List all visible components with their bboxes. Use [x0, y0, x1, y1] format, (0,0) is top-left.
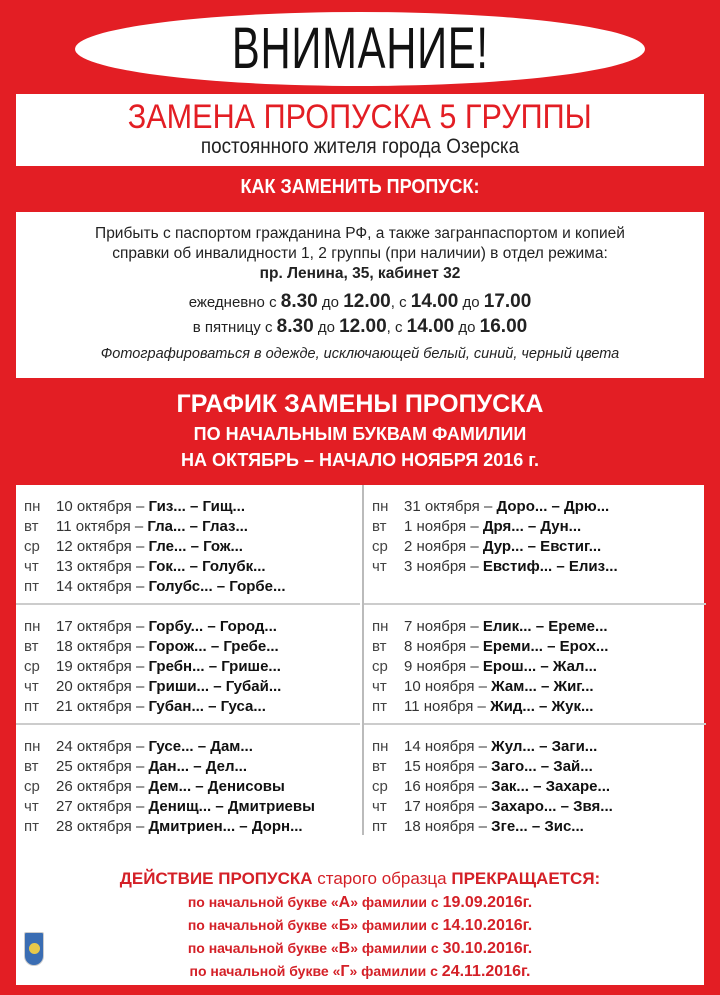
schedule-row [372, 517, 706, 537]
date: 3 ноября – [404, 558, 479, 575]
date: 14 ноября – [404, 738, 487, 755]
schedule-row [372, 637, 706, 657]
sub-heading: постоянного жителя города Озерска [200, 134, 520, 158]
surname-range: Заго... – Зай... [491, 758, 593, 775]
surname-range: Доро... – Дрю... [496, 498, 610, 515]
surname-range: Губан... – Гуса... [148, 698, 266, 715]
weekday: чт [372, 678, 387, 695]
schedule-row [372, 797, 706, 817]
instr-line2: справки об инвалидности 1, 2 группы (при наличии) в отдел режима: [112, 245, 608, 262]
schedule-row [372, 757, 706, 777]
surname-range: Дем... – Денисовы [148, 778, 285, 795]
surname-range: Жид... – Жук... [490, 698, 594, 715]
weekday: пт [24, 578, 39, 595]
weekday: вт [24, 638, 39, 655]
date: 13 октября – [56, 558, 145, 575]
weekday: пт [372, 818, 387, 835]
expiry-line: по начальной букве «Г» фамилии с 24.11.2016г. [189, 963, 531, 980]
date: 8 ноября – [404, 638, 479, 655]
date: 7 ноября – [404, 618, 479, 635]
instructions-box [16, 212, 704, 378]
schedule-week [16, 605, 360, 725]
date: 17 октября – [56, 618, 145, 635]
weekday: вт [372, 638, 387, 655]
date: 14 октября – [56, 578, 145, 595]
date: 10 октября – [56, 498, 145, 515]
weekday: чт [372, 798, 387, 815]
weekday: ср [372, 658, 388, 675]
date: 11 октября – [56, 518, 144, 535]
surname-range: Елик... – Ереме... [482, 618, 608, 635]
weekday: пт [372, 698, 387, 715]
date: 28 октября – [56, 818, 145, 835]
schedule-row [24, 677, 360, 697]
attention-banner [75, 12, 645, 86]
surname-range: Гриши... – Губай... [148, 678, 282, 695]
weekday: пт [24, 698, 39, 715]
date: 31 октября – [404, 498, 493, 515]
date: 17 ноября – [404, 798, 487, 815]
schedule-week [16, 725, 360, 845]
date: 18 октября – [56, 638, 145, 655]
schedule-row [372, 677, 706, 697]
weekday: ср [24, 538, 40, 555]
schedule-row [24, 757, 360, 777]
surname-range: Гок... – Голубк... [148, 558, 266, 575]
schedule-row [24, 797, 360, 817]
header-box [16, 94, 704, 166]
photo-note: Фотографироваться в одежде, исключающей белый, синий, черный цвета [100, 346, 620, 362]
date: 24 октября – [56, 738, 145, 755]
surname-range: Жам... – Жиг... [491, 678, 594, 695]
date: 11 ноября – [404, 698, 486, 715]
surname-range: Гла... – Глаз... [147, 518, 248, 535]
schedule-week [16, 485, 360, 605]
surname-range: Гусе... – Дам... [148, 738, 253, 755]
date: 25 октября – [56, 758, 145, 775]
surname-range: Дан... – Дел... [148, 758, 248, 775]
surname-range: Зге... – Зис... [491, 818, 584, 835]
surname-range: Денищ... – Дмитриевы [148, 798, 315, 815]
weekday: чт [24, 558, 39, 575]
schedule-row [372, 777, 706, 797]
date: 21 октября – [56, 698, 145, 715]
date: 10 ноября – [404, 678, 487, 695]
address: пр. Ленина, 35, кабинет 32 [259, 265, 461, 282]
weekday: пт [24, 818, 39, 835]
schedule-row [24, 557, 360, 577]
schedule-row [24, 517, 360, 537]
weekday: ср [372, 778, 388, 795]
schedule-row [24, 697, 360, 717]
schedule-title: ГРАФИК ЗАМЕНЫ ПРОПУСКА [176, 390, 544, 418]
weekday: чт [24, 678, 39, 695]
date: 26 октября – [56, 778, 145, 795]
expiry-line: по начальной букве «А» фамилии с 19.09.2016г. [187, 894, 533, 911]
weekday: ср [24, 658, 40, 675]
schedule-week [364, 605, 706, 725]
schedule-row [24, 617, 360, 637]
surname-range: Дур... – Евстиг... [482, 538, 602, 555]
schedule-row [24, 637, 360, 657]
surname-range: Горбу... – Город... [148, 618, 277, 635]
hours-daily: ежедневно с 8.30 до 12.00, с 14.00 до 17.00 [188, 291, 532, 312]
surname-range: Ереми... – Ерох... [482, 638, 609, 655]
attention-title: ВНИМАНИЕ! [231, 16, 489, 81]
schedule-row [24, 497, 360, 517]
hours [16, 290, 704, 340]
weekday: пн [372, 618, 389, 635]
weekday: пн [372, 498, 389, 515]
surname-range: Гиз... – Гищ... [148, 498, 245, 515]
surname-range: Дря... – Дун... [482, 518, 582, 535]
how-title: КАК ЗАМЕНИТЬ ПРОПУСК: [240, 176, 480, 198]
schedule-row [24, 777, 360, 797]
surname-range: Голубс... – Горбе... [148, 578, 286, 595]
date: 12 октября – [56, 538, 145, 555]
schedule-row [372, 497, 706, 517]
weekday: вт [24, 518, 39, 535]
surname-range: Евстиф... – Елиз... [482, 558, 618, 575]
schedule-subtitle: ПО НАЧАЛЬНЫМ БУКВАМ ФАМИЛИИ [193, 424, 527, 444]
surname-range: Захаро... – Звя... [491, 798, 613, 815]
date: 9 ноября – [404, 658, 479, 675]
schedule-left-column [16, 485, 360, 845]
schedule-row [372, 697, 706, 717]
schedule-row [372, 817, 706, 837]
weekday: чт [372, 558, 387, 575]
schedule-row [372, 657, 706, 677]
schedule-row [372, 557, 706, 577]
weekday: ср [24, 778, 40, 795]
schedule-row [24, 537, 360, 557]
schedule-row [372, 617, 706, 637]
date: 1 ноября – [404, 518, 479, 535]
date: 16 ноября – [404, 778, 487, 795]
weekday: вт [24, 758, 39, 775]
weekday: пн [24, 738, 41, 755]
surname-range: Зак... – Захаре... [491, 778, 611, 795]
surname-range: Гле... – Гож... [148, 538, 243, 555]
date: 20 октября – [56, 678, 145, 695]
expiry-title: ДЕЙСТВИЕ ПРОПУСКА старого образца ПРЕКРАЩАЕТСЯ: [119, 869, 601, 888]
weekday: пн [24, 498, 41, 515]
date: 19 октября – [56, 658, 145, 675]
weekday: пн [24, 618, 41, 635]
schedule-row [24, 817, 360, 837]
main-heading: ЗАМЕНА ПРОПУСКА 5 ГРУППЫ [128, 98, 592, 136]
hours-friday: в пятницу с 8.30 до 12.00, с 14.00 до 16.00 [192, 316, 528, 337]
date: 18 ноября – [404, 818, 487, 835]
schedule-row [24, 737, 360, 757]
schedule-row [24, 577, 360, 597]
schedule-week [364, 725, 706, 845]
expiry-line: по начальной букве «В» фамилии с 30.10.2016г. [187, 940, 533, 957]
weekday: вт [372, 758, 387, 775]
surname-range: Ерош... – Жал... [482, 658, 597, 675]
surname-range: Жул... – Заги... [491, 738, 598, 755]
schedule-row [372, 537, 706, 557]
schedule-week [364, 485, 706, 605]
date: 2 ноября – [404, 538, 479, 555]
schedule-table [16, 485, 704, 985]
surname-range: Горож... – Гребе... [148, 638, 279, 655]
expiry-notice [16, 867, 704, 983]
expiry-line: по начальной букве «Б» фамилии с 14.10.2016г. [187, 917, 533, 934]
weekday: ср [372, 538, 388, 555]
surname-range: Гребн... – Грише... [148, 658, 281, 675]
weekday: вт [372, 518, 387, 535]
schedule-row [372, 737, 706, 757]
date: 27 октября – [56, 798, 145, 815]
date: 15 ноября – [404, 758, 487, 775]
weekday: пн [372, 738, 389, 755]
instr-line1: Прибыть с паспортом гражданина РФ, а также загранпаспортом и копией [95, 225, 625, 242]
schedule-period: НА ОКТЯБРЬ – НАЧАЛО НОЯБРЯ 2016 г. [180, 450, 540, 470]
schedule-right-column [362, 485, 706, 835]
surname-range: Дмитриен... – Дорн... [148, 818, 303, 835]
weekday: чт [24, 798, 39, 815]
schedule-row [24, 657, 360, 677]
